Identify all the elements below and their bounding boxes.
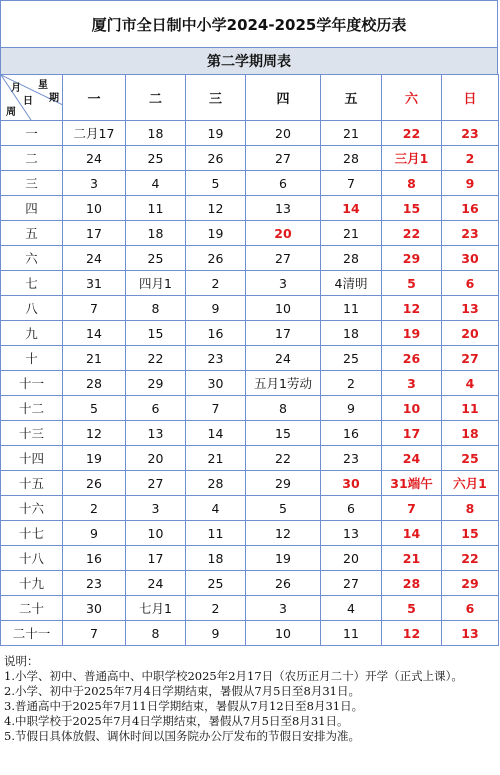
day-cell: 7 — [186, 396, 246, 421]
day-cell: 7 — [321, 171, 382, 196]
week-row — [1, 571, 499, 596]
week-row — [1, 171, 499, 196]
day-cell: 28 — [186, 471, 246, 496]
day-cell: 18 — [442, 421, 499, 446]
week-number: 十一 — [1, 371, 63, 396]
day-cell: 15 — [246, 421, 321, 446]
day-cell: 11 — [321, 296, 382, 321]
day-cell: 3 — [246, 271, 321, 296]
day-cell: 22 — [382, 221, 442, 246]
day-cell: 8 — [442, 496, 499, 521]
day-cell: 20 — [126, 446, 186, 471]
day-cell: 16 — [321, 421, 382, 446]
day-cell: 2 — [63, 496, 126, 521]
day-cell: 26 — [382, 346, 442, 371]
week-row — [1, 271, 499, 296]
day-cell: 30 — [63, 596, 126, 621]
day-cell: 25 — [126, 146, 186, 171]
week-number: 三 — [1, 171, 63, 196]
day-cell: 10 — [246, 296, 321, 321]
day-cell: 19 — [246, 546, 321, 571]
note-item: 2.小学、初中于2025年7月4日学期结束，暑假从7月5日至8月31日。 — [4, 684, 360, 698]
day-cell: 4清明 — [321, 271, 382, 296]
day-cell: 31 — [63, 271, 126, 296]
week-number: 十五 — [1, 471, 63, 496]
weekday-header-sat: 六 — [382, 75, 442, 121]
day-cell: 11 — [186, 521, 246, 546]
week-row — [1, 296, 499, 321]
day-cell: 18 — [321, 321, 382, 346]
day-cell: 28 — [63, 371, 126, 396]
week-row — [1, 146, 499, 171]
day-cell: 6 — [246, 171, 321, 196]
day-cell: 24 — [126, 571, 186, 596]
day-cell: 13 — [442, 621, 499, 646]
day-cell: 28 — [321, 246, 382, 271]
header-row — [1, 75, 499, 121]
day-cell: 7 — [382, 496, 442, 521]
weekday-header: 四 — [246, 75, 321, 121]
day-cell: 3 — [63, 171, 126, 196]
weekday-header: 五 — [321, 75, 382, 121]
day-cell: 2 — [442, 146, 499, 171]
day-cell: 8 — [126, 296, 186, 321]
day-cell: 2 — [321, 371, 382, 396]
day-cell: 29 — [126, 371, 186, 396]
day-cell: 20 — [442, 321, 499, 346]
week-number: 十七 — [1, 521, 63, 546]
day-cell: 10 — [63, 196, 126, 221]
day-cell: 22 — [126, 346, 186, 371]
week-row — [1, 421, 499, 446]
week-row — [1, 371, 499, 396]
day-cell: 12 — [382, 621, 442, 646]
day-cell: 28 — [382, 571, 442, 596]
week-row — [1, 596, 499, 621]
day-cell: 17 — [126, 546, 186, 571]
day-cell: 23 — [186, 346, 246, 371]
day-cell: 七月1 — [126, 596, 186, 621]
day-cell: 26 — [63, 471, 126, 496]
day-cell: 29 — [382, 246, 442, 271]
corner-day: 日 — [23, 96, 33, 107]
day-cell: 13 — [442, 296, 499, 321]
calendar-table — [0, 74, 499, 646]
day-cell: 13 — [126, 421, 186, 446]
day-cell: 15 — [126, 321, 186, 346]
day-cell: 10 — [382, 396, 442, 421]
weekday-header: 三 — [186, 75, 246, 121]
week-row — [1, 346, 499, 371]
week-number: 二十 — [1, 596, 63, 621]
day-cell: 31端午 — [382, 471, 442, 496]
day-cell: 17 — [63, 221, 126, 246]
day-cell: 11 — [126, 196, 186, 221]
day-cell: 17 — [246, 321, 321, 346]
day-cell: 14 — [63, 321, 126, 346]
day-cell: 二月17 — [63, 121, 126, 146]
week-row — [1, 396, 499, 421]
corner-month: 月 — [11, 83, 21, 94]
day-cell: 14 — [186, 421, 246, 446]
day-cell: 6 — [442, 271, 499, 296]
day-cell: 21 — [321, 121, 382, 146]
day-cell: 11 — [321, 621, 382, 646]
day-cell: 24 — [63, 146, 126, 171]
day-cell: 20 — [246, 121, 321, 146]
day-cell: 23 — [63, 571, 126, 596]
week-number: 十二 — [1, 396, 63, 421]
day-cell: 25 — [442, 446, 499, 471]
weekday-header: 一 — [63, 75, 126, 121]
week-number: 十 — [1, 346, 63, 371]
week-row — [1, 471, 499, 496]
day-cell: 27 — [442, 346, 499, 371]
calendar-body — [1, 121, 499, 646]
weekday-header: 二 — [126, 75, 186, 121]
day-cell: 五月1劳动 — [246, 371, 321, 396]
day-cell: 12 — [63, 421, 126, 446]
day-cell: 三月1 — [382, 146, 442, 171]
week-number: 二 — [1, 146, 63, 171]
day-cell: 27 — [321, 571, 382, 596]
day-cell: 15 — [382, 196, 442, 221]
week-row — [1, 121, 499, 146]
day-cell: 29 — [246, 471, 321, 496]
week-number: 十八 — [1, 546, 63, 571]
note-item: 1.小学、初中、普通高中、中职学校2025年2月17日（农历正月二十）开学（正式上课）。 — [4, 669, 463, 683]
day-cell: 19 — [382, 321, 442, 346]
day-cell: 12 — [246, 521, 321, 546]
week-number: 十四 — [1, 446, 63, 471]
day-cell: 3 — [126, 496, 186, 521]
day-cell: 18 — [186, 546, 246, 571]
week-number: 一 — [1, 121, 63, 146]
day-cell: 23 — [442, 121, 499, 146]
corner-qi: 期 — [49, 93, 59, 104]
day-cell: 25 — [126, 246, 186, 271]
day-cell: 25 — [321, 346, 382, 371]
day-cell: 10 — [126, 521, 186, 546]
day-cell: 27 — [246, 246, 321, 271]
day-cell: 20 — [321, 546, 382, 571]
day-cell: 21 — [321, 221, 382, 246]
week-row — [1, 196, 499, 221]
day-cell: 2 — [186, 271, 246, 296]
day-cell: 22 — [442, 546, 499, 571]
day-cell: 18 — [126, 121, 186, 146]
day-cell: 21 — [63, 346, 126, 371]
day-cell: 5 — [186, 171, 246, 196]
day-cell: 23 — [321, 446, 382, 471]
day-cell: 13 — [321, 521, 382, 546]
day-cell: 30 — [442, 246, 499, 271]
week-number: 四 — [1, 196, 63, 221]
day-cell: 19 — [186, 221, 246, 246]
day-cell: 26 — [186, 146, 246, 171]
day-cell: 6 — [442, 596, 499, 621]
week-number: 六 — [1, 246, 63, 271]
day-cell: 19 — [186, 121, 246, 146]
day-cell: 14 — [321, 196, 382, 221]
day-cell: 16 — [442, 196, 499, 221]
day-cell: 18 — [126, 221, 186, 246]
corner-week: 周 — [6, 107, 16, 118]
day-cell: 6 — [321, 496, 382, 521]
week-row — [1, 446, 499, 471]
day-cell: 12 — [186, 196, 246, 221]
day-cell: 29 — [442, 571, 499, 596]
day-cell: 30 — [186, 371, 246, 396]
day-cell: 30 — [321, 471, 382, 496]
day-cell: 9 — [321, 396, 382, 421]
day-cell: 六月1 — [442, 471, 499, 496]
day-cell: 16 — [186, 321, 246, 346]
day-cell: 4 — [186, 496, 246, 521]
day-cell: 24 — [63, 246, 126, 271]
day-cell: 11 — [442, 396, 499, 421]
day-cell: 8 — [246, 396, 321, 421]
day-cell: 5 — [63, 396, 126, 421]
day-cell: 5 — [382, 596, 442, 621]
corner-header — [1, 75, 63, 121]
day-cell: 8 — [126, 621, 186, 646]
week-number: 八 — [1, 296, 63, 321]
day-cell: 13 — [246, 196, 321, 221]
week-row — [1, 246, 499, 271]
day-cell: 27 — [126, 471, 186, 496]
day-cell: 4 — [321, 596, 382, 621]
day-cell: 27 — [246, 146, 321, 171]
day-cell: 16 — [63, 546, 126, 571]
day-cell: 14 — [382, 521, 442, 546]
day-cell: 3 — [382, 371, 442, 396]
day-cell: 8 — [382, 171, 442, 196]
day-cell: 7 — [63, 296, 126, 321]
page-title: 厦门市全日制中小学2024-2025学年度校历表 — [0, 0, 498, 48]
day-cell: 24 — [382, 446, 442, 471]
day-cell: 12 — [382, 296, 442, 321]
corner-xing: 星 — [38, 80, 48, 91]
day-cell: 21 — [186, 446, 246, 471]
day-cell: 9 — [442, 171, 499, 196]
week-row — [1, 496, 499, 521]
day-cell: 26 — [246, 571, 321, 596]
day-cell: 25 — [186, 571, 246, 596]
day-cell: 9 — [186, 296, 246, 321]
day-cell: 2 — [186, 596, 246, 621]
note-item: 4.中职学校于2025年7月4日学期结束，暑假从7月5日至8月31日。 — [4, 714, 349, 728]
notes-heading: 说明： — [4, 654, 39, 668]
day-cell: 5 — [246, 496, 321, 521]
week-row — [1, 621, 499, 646]
week-number: 二十一 — [1, 621, 63, 646]
day-cell: 20 — [246, 221, 321, 246]
day-cell: 22 — [246, 446, 321, 471]
week-row — [1, 521, 499, 546]
weekday-header-sun: 日 — [442, 75, 499, 121]
day-cell: 4 — [126, 171, 186, 196]
day-cell: 15 — [442, 521, 499, 546]
day-cell: 4 — [442, 371, 499, 396]
week-row — [1, 321, 499, 346]
day-cell: 19 — [63, 446, 126, 471]
week-number: 十九 — [1, 571, 63, 596]
day-cell: 7 — [63, 621, 126, 646]
semester-subtitle: 第二学期周表 — [0, 48, 498, 74]
day-cell: 四月1 — [126, 271, 186, 296]
week-row — [1, 546, 499, 571]
day-cell: 24 — [246, 346, 321, 371]
week-number: 十三 — [1, 421, 63, 446]
week-number: 五 — [1, 221, 63, 246]
note-item: 5.节假日具体放假、调休时间以国务院办公厅发布的节假日安排为准。 — [4, 729, 360, 743]
day-cell: 9 — [63, 521, 126, 546]
day-cell: 9 — [186, 621, 246, 646]
week-number: 十六 — [1, 496, 63, 521]
day-cell: 28 — [321, 146, 382, 171]
notes-section — [4, 654, 496, 744]
note-item: 3.普通高中于2025年7月11日学期结束，暑假从7月12日至8月31日。 — [4, 699, 364, 713]
day-cell: 23 — [442, 221, 499, 246]
day-cell: 22 — [382, 121, 442, 146]
day-cell: 6 — [126, 396, 186, 421]
week-number: 七 — [1, 271, 63, 296]
week-number: 九 — [1, 321, 63, 346]
day-cell: 21 — [382, 546, 442, 571]
day-cell: 17 — [382, 421, 442, 446]
day-cell: 10 — [246, 621, 321, 646]
week-row — [1, 221, 499, 246]
day-cell: 3 — [246, 596, 321, 621]
day-cell: 26 — [186, 246, 246, 271]
day-cell: 5 — [382, 271, 442, 296]
